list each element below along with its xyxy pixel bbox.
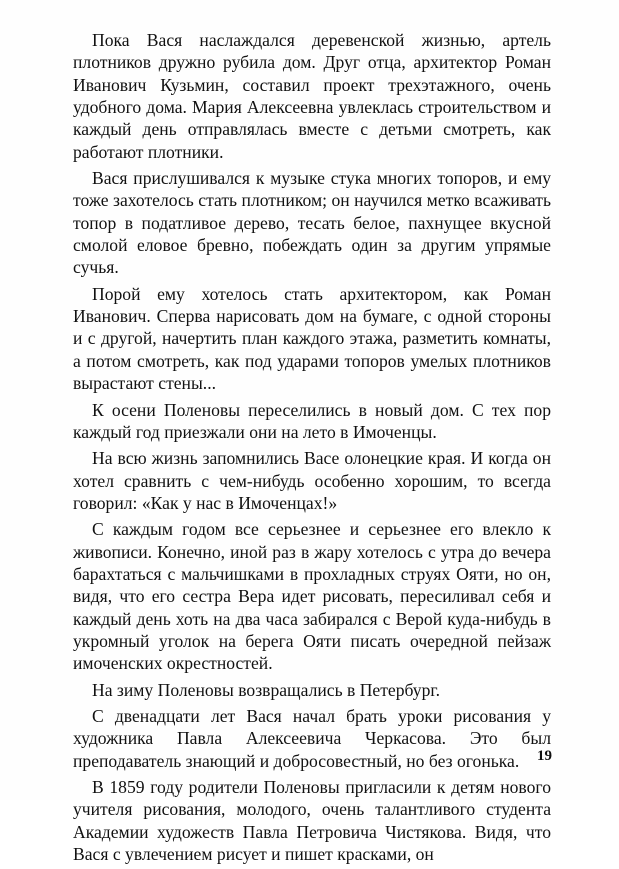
body-text <box>73 29 551 869</box>
paragraph: К осени Поленовы переселились в новый дом. С тех пор каждый год приезжали они на лето в Имоченцы. <box>73 399 551 442</box>
paragraph: С двенадцати лет Вася начал брать уроки рисования у художника Павла Алексеевича Черкасова. Это был преподаватель знающий и добросовестный, но без огонька. <box>73 705 551 771</box>
paragraph: Вася прислушивался к музыке стука многих топоров, и ему тоже захотелось стать плотником; он научился метко всаживать топор в податливое дерево, тесать белое, пахнущее вкусной смолой еловое бревно, побеждать один за другим упрямые сучья. <box>73 168 551 278</box>
page-number: 19 <box>537 748 552 764</box>
paragraph: С каждым годом все серьезнее и серьезнее его влекло к живописи. Конечно, иной раз в жару хотелось с утра до вечера барахтаться с мальчишками в прохладных струях Ояти, но он, видя, что его сестра Вера идет рисовать, пересиливал себя и каждый день хоть на два часа забирался с Верой куда-нибудь в укромный уголок на берега Ояти писать очередной пейзаж имоченских окрестностей. <box>73 519 551 674</box>
paragraph: В 1859 году родители Поленовы пригласили к детям нового учителя рисования, молодого, очень талантливого студента Академии художеств Павла Петровича Чистякова. Видя, что Вася с увлечением рисует и пишет красками, он <box>73 777 551 865</box>
paragraph: На зиму Поленовы возвращались в Петербург. <box>92 679 441 700</box>
paragraph: На всю жизнь запомнились Васе олонецкие края. И когда он хотел сравнить с чем-нибудь особенно хорошим, то всегда говорил: «Как у нас в Имоченцах!» <box>73 448 551 513</box>
paragraph: Пока Вася наслаждался деревенской жизнью, артель плотников дружно рубила дом. Друг отца, архитектор Роман Иванович Кузьмин, составил проект трехэтажного, очень удобного дома. Мария Алексеевна увлеклась строительством и каждый день отправлялась вместе с детьми смотреть, как работают плотники. <box>73 30 551 162</box>
paragraph: Порой ему хотелось стать архитектором, как Роман Иванович. Сперва нарисовать дом на бумаге, с одной стороны и с другой, начертить план каждого этажа, разметить комнаты, а потом смотреть, как под ударами топоров умелых плотников вырастают стены... <box>73 283 551 394</box>
